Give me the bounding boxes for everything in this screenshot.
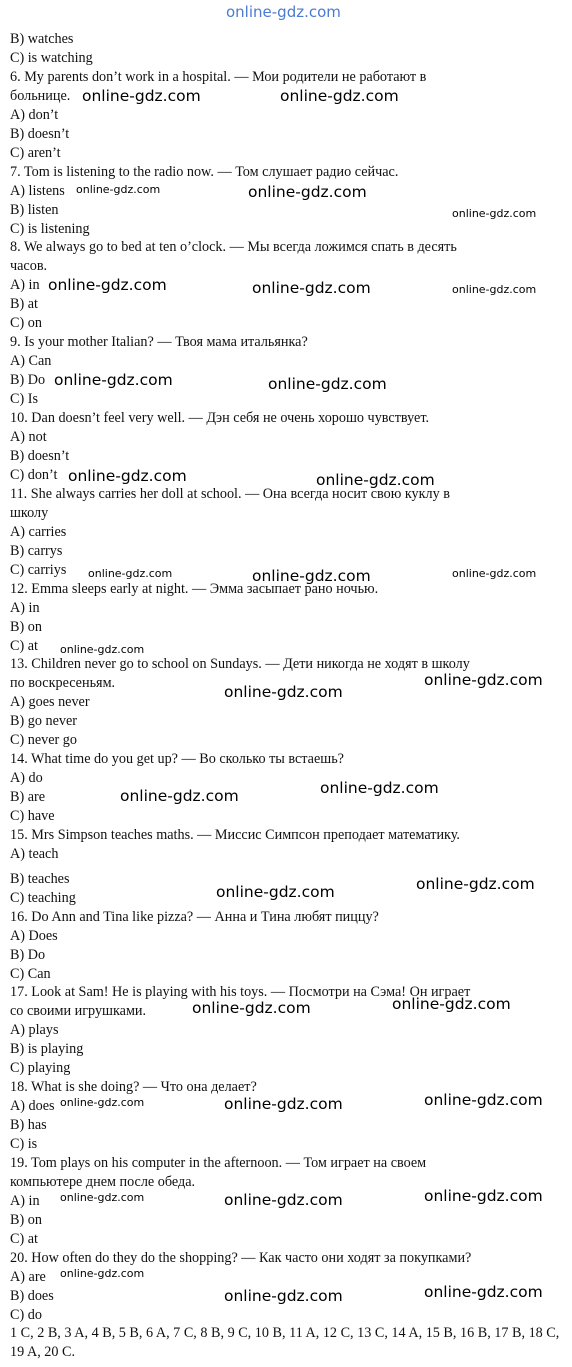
text-line: 9. Is your mother Italian? — Твоя мама итальянка? [10, 334, 308, 350]
text-line: 16. Do Ann and Tina like pizza? — Анна и Тина любят пиццу? [10, 909, 379, 925]
watermark: online-gdz.com [60, 1096, 145, 1109]
watermark: online-gdz.com [252, 567, 371, 585]
watermark: online-gdz.com [60, 1191, 145, 1204]
watermark: online-gdz.com [216, 883, 335, 901]
text-line: 11. She always carries her doll at school. — Она всегда носит свою куклу в [10, 486, 450, 502]
watermark: online-gdz.com [68, 467, 187, 485]
text-line: 14. What time do you get up? — Во сколько ты встаешь? [10, 751, 344, 767]
watermark: online-gdz.com [424, 1187, 543, 1205]
watermark: online-gdz.com [268, 375, 387, 393]
text-line: 12. Emma sleeps early at night. — Эмма засыпает рано ночью. [10, 581, 379, 597]
text-line: 15. Mrs Simpson teaches maths. — Миссис Симпсон преподает математику. [10, 827, 460, 843]
text-line: A) in [10, 1193, 40, 1209]
text-line: C) is listening [10, 221, 90, 237]
watermark: online-gdz.com [60, 1267, 145, 1280]
text-line: B) is playing [10, 1041, 84, 1057]
text-line: C) is [10, 1136, 38, 1152]
text-line: 7. Tom is listening to the radio now. — Том слушает радио сейчас. [10, 164, 399, 180]
text-line: B) on [10, 1212, 42, 1228]
watermark: online-gdz.com [48, 276, 167, 294]
text-line: B) Do [10, 947, 46, 963]
text-line: B) on [10, 619, 42, 635]
text-line: B) watches [10, 31, 74, 47]
text-line: B) teaches [10, 871, 70, 887]
text-line: 17. Look at Sam! He is playing with his toys. — Посмотри на Сэма! Он играет [10, 984, 471, 1000]
text-line: часов. [10, 258, 48, 274]
text-line: 10. Dan doesn’t feel very well. — Дэн себя не очень хорошо чувствует. [10, 410, 429, 426]
text-line: C) at [10, 1231, 38, 1247]
text-line: B) carrys [10, 543, 63, 559]
text-line: по воскресеньям. [10, 675, 116, 691]
watermark: online-gdz.com [416, 875, 535, 893]
text-line: A) Does [10, 928, 58, 944]
text-line: A) in [10, 277, 40, 293]
text-line: 18. What is she doing? — Что она делает? [10, 1079, 257, 1095]
text-line: 6. My parents don’t work in a hospital. — Мои родители не работают в [10, 69, 427, 85]
text-line: C) is watching [10, 50, 93, 66]
text-line: A) Can [10, 353, 52, 369]
text-line: B) Do [10, 372, 46, 388]
watermark: online-gdz.com [424, 671, 543, 689]
watermark: online-gdz.com [82, 87, 201, 105]
text-line: B) doesn’t [10, 448, 70, 464]
text-line: A) not [10, 429, 47, 445]
text-line: C) Is [10, 391, 38, 407]
text-line: школу [10, 505, 49, 521]
watermark: online-gdz.com [280, 87, 399, 105]
watermark: online-gdz.com [224, 1287, 343, 1305]
watermark: online-gdz.com [88, 567, 173, 580]
text-line: A) do [10, 770, 43, 786]
watermark: online-gdz.com [76, 183, 161, 196]
watermark: online-gdz.com [452, 567, 537, 580]
text-line: B) listen [10, 202, 59, 218]
text-line: A) in [10, 600, 40, 616]
watermark: online-gdz.com [224, 1095, 343, 1113]
text-line: A) listens [10, 183, 65, 199]
text-line: C) teaching [10, 890, 76, 906]
watermark: online-gdz.com [316, 471, 435, 489]
watermark: online-gdz.com [392, 995, 511, 1013]
text-line: C) carriys [10, 562, 67, 578]
text-line: B) doesn’t [10, 126, 70, 142]
watermark: online-gdz.com [120, 787, 239, 805]
watermark: online-gdz.com [452, 283, 537, 296]
text-line: C) aren’t [10, 145, 61, 161]
text-line: компьютере днем после обеда. [10, 1174, 196, 1190]
text-line: C) on [10, 315, 42, 331]
watermark: online-gdz.com [226, 3, 341, 21]
text-line: 8. We always go to bed at ten o’clock. — Мы всегда ложимся спать в десять [10, 239, 457, 255]
text-line: 13. Children never go to school on Sundays. — Дети никогда не ходят в школу [10, 656, 470, 672]
text-line: со своими игрушками. [10, 1003, 147, 1019]
text-line: A) teach [10, 846, 59, 862]
text-line: C) at [10, 638, 38, 654]
text-line: A) don’t [10, 107, 59, 123]
text-line: 19. Tom plays on his computer in the afternoon. — Том играет на своем [10, 1155, 427, 1171]
watermark: online-gdz.com [224, 683, 343, 701]
watermark: online-gdz.com [60, 643, 145, 656]
watermark: online-gdz.com [248, 183, 367, 201]
text-line: B) does [10, 1288, 54, 1304]
text-line: 20. How often do they do the shopping? — Как часто они ходят за покупками? [10, 1250, 472, 1266]
text-line: C) never go [10, 732, 77, 748]
text-line: B) at [10, 296, 38, 312]
text-line: больнице. [10, 88, 71, 104]
text-line: A) are [10, 1269, 46, 1285]
text-line: A) goes never [10, 694, 90, 710]
answer-key: 1 C, 2 B, 3 A, 4 B, 5 B, 6 A, 7 C, 8 B, 9 C, 10 B, 11 A, 12 C, 13 C, 14 A, 15 B, 16 B, 17 B, 18 C, 19 A, 20 C. [10, 1325, 560, 1360]
watermark: online-gdz.com [452, 207, 537, 220]
text-line: C) playing [10, 1060, 71, 1076]
watermark: online-gdz.com [192, 999, 311, 1017]
text-line: A) carries [10, 524, 67, 540]
text-line: B) go never [10, 713, 77, 729]
watermark: online-gdz.com [320, 779, 439, 797]
watermark: online-gdz.com [252, 279, 371, 297]
text-line: A) does [10, 1098, 55, 1114]
text-line: B) has [10, 1117, 47, 1133]
watermark: online-gdz.com [424, 1283, 543, 1301]
watermark: online-gdz.com [54, 371, 173, 389]
text-line: C) Can [10, 966, 51, 982]
text-line: C) do [10, 1307, 42, 1323]
text-line: C) have [10, 808, 55, 824]
text-line: C) don’t [10, 467, 58, 483]
watermark: online-gdz.com [424, 1091, 543, 1109]
text-line: A) plays [10, 1022, 59, 1038]
text-line: B) are [10, 789, 46, 805]
watermark: online-gdz.com [224, 1191, 343, 1209]
